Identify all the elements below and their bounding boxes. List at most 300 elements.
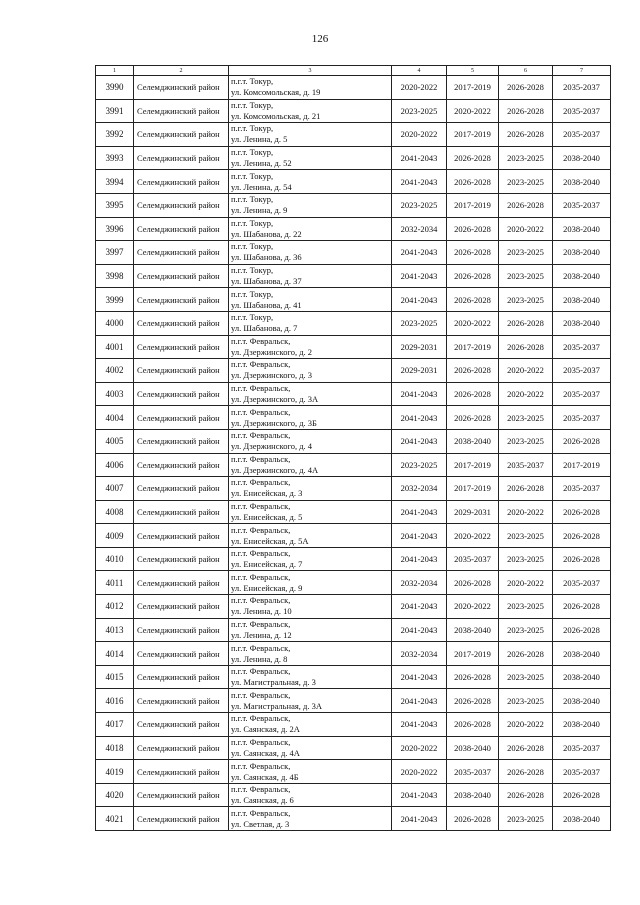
period-col-7: 2035-2037 [553, 123, 611, 147]
period-col-7: 2038-2040 [553, 713, 611, 737]
street-line: ул. Ленина, д. 12 [231, 629, 292, 640]
address-cell [229, 500, 392, 524]
address-cell [229, 453, 392, 477]
district-name: Селемджинский район [134, 359, 229, 383]
period-col-5: 2026-2028 [447, 146, 499, 170]
period-col-5: 2017-2019 [447, 335, 499, 359]
table-row [96, 524, 611, 548]
period-col-5: 2026-2028 [447, 406, 499, 430]
settlement-line: п.г.т. Токур, [231, 123, 274, 134]
period-col-4: 2041-2043 [392, 382, 447, 406]
address-cell [229, 595, 392, 619]
street-line: ул. Дзержинского, д. 3 [231, 370, 313, 381]
row-number: 4012 [96, 595, 134, 619]
period-col-4: 2029-2031 [392, 359, 447, 383]
period-col-4: 2032-2034 [392, 571, 447, 595]
street-line: ул. Енисейская, д. 5 [231, 511, 303, 522]
period-col-5: 2038-2040 [447, 618, 499, 642]
settlement-line: п.г.т. Токур, [231, 170, 274, 181]
street-line: ул. Саянская, д. 4Б [231, 771, 299, 782]
street-line: ул. Саянская, д. 4А [231, 747, 300, 758]
period-col-6: 2023-2025 [499, 406, 553, 430]
period-col-7: 2038-2040 [553, 311, 611, 335]
street-line: ул. Комсомольская, д. 19 [231, 87, 321, 98]
district-name: Селемджинский район [134, 193, 229, 217]
table-row [96, 618, 611, 642]
street-line: ул. Дзержинского, д. 4А [231, 464, 319, 475]
district-name: Селемджинский район [134, 429, 229, 453]
address-cell [229, 99, 392, 123]
table-row [96, 217, 611, 241]
header-cell: 1 [96, 66, 134, 76]
period-col-5: 2017-2019 [447, 76, 499, 100]
address-cell [229, 618, 392, 642]
period-col-4: 2032-2034 [392, 477, 447, 501]
district-name: Селемджинский район [134, 335, 229, 359]
table-row [96, 359, 611, 383]
period-col-6: 2023-2025 [499, 264, 553, 288]
table-row [96, 311, 611, 335]
period-col-7: 2026-2028 [553, 500, 611, 524]
settlement-line: п.г.т. Февральск, [231, 335, 291, 346]
row-number: 4017 [96, 713, 134, 737]
period-col-4: 2041-2043 [392, 807, 447, 831]
period-col-7: 2035-2037 [553, 406, 611, 430]
period-col-6: 2020-2022 [499, 500, 553, 524]
period-col-6: 2023-2025 [499, 595, 553, 619]
district-name: Селемджинский район [134, 571, 229, 595]
address-cell [229, 288, 392, 312]
address-cell [229, 217, 392, 241]
period-col-7: 2038-2040 [553, 146, 611, 170]
district-name: Селемджинский район [134, 736, 229, 760]
period-col-4: 2041-2043 [392, 170, 447, 194]
period-col-7: 2035-2037 [553, 335, 611, 359]
table-row [96, 335, 611, 359]
district-name: Селемджинский район [134, 689, 229, 713]
settlement-line: п.г.т. Февральск, [231, 359, 291, 370]
street-line: ул. Ленина, д. 54 [231, 181, 292, 192]
address-cell [229, 359, 392, 383]
period-col-7: 2026-2028 [553, 595, 611, 619]
period-col-5: 2017-2019 [447, 123, 499, 147]
street-line: ул. Дзержинского, д. 3А [231, 394, 319, 405]
period-col-7: 2035-2037 [553, 760, 611, 784]
table-row [96, 689, 611, 713]
settlement-line: п.г.т. Февральск, [231, 760, 291, 771]
period-col-7: 2038-2040 [553, 217, 611, 241]
table-row [96, 193, 611, 217]
row-number: 4001 [96, 335, 134, 359]
street-line: ул. Шабанова, д. 22 [231, 228, 302, 239]
table-row [96, 241, 611, 265]
table-row [96, 453, 611, 477]
district-name: Селемджинский район [134, 382, 229, 406]
header-cell: 5 [447, 66, 499, 76]
settlement-line: п.г.т. Февральск, [231, 666, 291, 677]
period-col-4: 2020-2022 [392, 736, 447, 760]
period-col-7: 2038-2040 [553, 689, 611, 713]
period-col-5: 2026-2028 [447, 689, 499, 713]
housing-schedule-table [95, 65, 611, 831]
period-col-7: 2026-2028 [553, 429, 611, 453]
settlement-line: п.г.т. Февральск, [231, 689, 291, 700]
period-col-6: 2026-2028 [499, 193, 553, 217]
header-cell: 2 [134, 66, 229, 76]
address-cell [229, 123, 392, 147]
address-cell [229, 429, 392, 453]
street-line: ул. Шабанова, д. 37 [231, 276, 302, 287]
period-col-4: 2041-2043 [392, 689, 447, 713]
row-number: 4018 [96, 736, 134, 760]
period-col-4: 2041-2043 [392, 713, 447, 737]
settlement-line: п.г.т. Февральск, [231, 642, 291, 653]
period-col-5: 2038-2040 [447, 783, 499, 807]
period-col-6: 2026-2028 [499, 76, 553, 100]
page-number: 126 [311, 33, 329, 45]
period-col-5: 2035-2037 [447, 547, 499, 571]
address-cell [229, 689, 392, 713]
address-cell [229, 665, 392, 689]
settlement-line: п.г.т. Февральск, [231, 618, 291, 629]
period-col-4: 2041-2043 [392, 783, 447, 807]
address-cell [229, 807, 392, 831]
period-col-5: 2026-2028 [447, 241, 499, 265]
row-number: 4015 [96, 665, 134, 689]
district-name: Селемджинский район [134, 311, 229, 335]
table-row [96, 477, 611, 501]
district-name: Селемджинский район [134, 170, 229, 194]
district-name: Селемджинский район [134, 477, 229, 501]
period-col-7: 2035-2037 [553, 382, 611, 406]
address-cell [229, 170, 392, 194]
settlement-line: п.г.т. Токур, [231, 241, 274, 252]
district-name: Селемджинский район [134, 618, 229, 642]
district-name: Селемджинский район [134, 241, 229, 265]
period-col-5: 2035-2037 [447, 760, 499, 784]
period-col-4: 2032-2034 [392, 642, 447, 666]
address-cell [229, 264, 392, 288]
settlement-line: п.г.т. Февральск, [231, 524, 291, 535]
address-cell [229, 335, 392, 359]
table-row [96, 382, 611, 406]
period-col-6: 2026-2028 [499, 123, 553, 147]
street-line: ул. Ленина, д. 9 [231, 205, 288, 216]
period-col-4: 2020-2022 [392, 76, 447, 100]
table-row [96, 547, 611, 571]
district-name: Селемджинский район [134, 760, 229, 784]
address-cell [229, 783, 392, 807]
street-line: ул. Ленина, д. 52 [231, 158, 292, 169]
period-col-5: 2020-2022 [447, 311, 499, 335]
period-col-6: 2026-2028 [499, 335, 553, 359]
table-row [96, 642, 611, 666]
district-name: Селемджинский район [134, 595, 229, 619]
period-col-7: 2038-2040 [553, 665, 611, 689]
district-name: Селемджинский район [134, 713, 229, 737]
row-number: 3992 [96, 123, 134, 147]
table-row [96, 429, 611, 453]
header-cell: 3 [229, 66, 392, 76]
district-name: Селемджинский район [134, 146, 229, 170]
district-name: Селемджинский район [134, 524, 229, 548]
period-col-6: 2026-2028 [499, 736, 553, 760]
table-row [96, 595, 611, 619]
settlement-line: п.г.т. Февральск, [231, 477, 291, 488]
period-col-6: 2020-2022 [499, 382, 553, 406]
row-number: 4009 [96, 524, 134, 548]
row-number: 4016 [96, 689, 134, 713]
street-line: ул. Енисейская, д. 7 [231, 559, 303, 570]
row-number: 4004 [96, 406, 134, 430]
period-col-6: 2023-2025 [499, 689, 553, 713]
period-col-7: 2038-2040 [553, 264, 611, 288]
period-col-5: 2026-2028 [447, 217, 499, 241]
period-col-4: 2041-2043 [392, 264, 447, 288]
period-col-4: 2023-2025 [392, 453, 447, 477]
period-col-6: 2023-2025 [499, 429, 553, 453]
settlement-line: п.г.т. Февральск, [231, 453, 291, 464]
period-col-5: 2017-2019 [447, 477, 499, 501]
period-col-7: 2017-2019 [553, 453, 611, 477]
period-col-5: 2026-2028 [447, 359, 499, 383]
address-cell [229, 382, 392, 406]
period-col-7: 2026-2028 [553, 618, 611, 642]
period-col-6: 2026-2028 [499, 760, 553, 784]
row-number: 3993 [96, 146, 134, 170]
period-col-7: 2038-2040 [553, 288, 611, 312]
period-col-6: 2023-2025 [499, 241, 553, 265]
address-cell [229, 736, 392, 760]
settlement-line: п.г.т. Февральск, [231, 383, 291, 394]
street-line: ул. Енисейская, д. 5А [231, 535, 309, 546]
street-line: ул. Енисейская, д. 3 [231, 488, 303, 499]
period-col-6: 2023-2025 [499, 665, 553, 689]
table-row [96, 760, 611, 784]
row-number: 3997 [96, 241, 134, 265]
table-row [96, 406, 611, 430]
district-name: Селемджинский район [134, 217, 229, 241]
period-col-5: 2029-2031 [447, 500, 499, 524]
table-row [96, 99, 611, 123]
period-col-6: 2023-2025 [499, 547, 553, 571]
row-number: 4008 [96, 500, 134, 524]
street-line: ул. Дзержинского, д. 4 [231, 441, 313, 452]
header-cell: 7 [553, 66, 611, 76]
period-col-4: 2020-2022 [392, 123, 447, 147]
period-col-4: 2041-2043 [392, 618, 447, 642]
period-col-4: 2020-2022 [392, 760, 447, 784]
settlement-line: п.г.т. Февральск, [231, 406, 291, 417]
period-col-6: 2035-2037 [499, 453, 553, 477]
period-col-5: 2017-2019 [447, 193, 499, 217]
period-col-5: 2026-2028 [447, 713, 499, 737]
column-number-header [96, 66, 611, 76]
street-line: ул. Шабанова, д. 41 [231, 299, 302, 310]
district-name: Селемджинский район [134, 288, 229, 312]
settlement-line: п.г.т. Февральск, [231, 500, 291, 511]
address-cell [229, 193, 392, 217]
district-name: Селемджинский район [134, 99, 229, 123]
row-number: 3991 [96, 99, 134, 123]
district-name: Селемджинский район [134, 264, 229, 288]
period-col-5: 2026-2028 [447, 264, 499, 288]
period-col-4: 2041-2043 [392, 547, 447, 571]
district-name: Селемджинский район [134, 642, 229, 666]
row-number: 4010 [96, 547, 134, 571]
period-col-6: 2020-2022 [499, 359, 553, 383]
settlement-line: п.г.т. Токур, [231, 99, 274, 110]
table-row [96, 500, 611, 524]
district-name: Селемджинский район [134, 500, 229, 524]
period-col-4: 2041-2043 [392, 241, 447, 265]
address-cell [229, 760, 392, 784]
district-name: Селемджинский район [134, 453, 229, 477]
period-col-7: 2026-2028 [553, 547, 611, 571]
district-name: Селемджинский район [134, 783, 229, 807]
settlement-line: п.г.т. Токур, [231, 217, 274, 228]
period-col-4: 2023-2025 [392, 311, 447, 335]
row-number: 3996 [96, 217, 134, 241]
district-name: Селемджинский район [134, 123, 229, 147]
period-col-6: 2023-2025 [499, 170, 553, 194]
period-col-5: 2020-2022 [447, 595, 499, 619]
street-line: ул. Светлая, д. 3 [231, 818, 290, 829]
period-col-7: 2038-2040 [553, 170, 611, 194]
address-cell [229, 571, 392, 595]
address-cell [229, 524, 392, 548]
period-col-4: 2041-2043 [392, 406, 447, 430]
period-col-4: 2023-2025 [392, 99, 447, 123]
district-name: Селемджинский район [134, 665, 229, 689]
period-col-6: 2026-2028 [499, 311, 553, 335]
street-line: ул. Ленина, д. 10 [231, 606, 292, 617]
address-cell [229, 76, 392, 100]
period-col-5: 2017-2019 [447, 453, 499, 477]
table-row [96, 736, 611, 760]
period-col-6: 2020-2022 [499, 713, 553, 737]
settlement-line: п.г.т. Февральск, [231, 713, 291, 724]
address-cell [229, 146, 392, 170]
row-number: 3995 [96, 193, 134, 217]
settlement-line: п.г.т. Токур, [231, 194, 274, 205]
row-number: 4007 [96, 477, 134, 501]
period-col-6: 2023-2025 [499, 618, 553, 642]
period-col-7: 2035-2037 [553, 193, 611, 217]
street-line: ул. Магистральная, д. 3А [231, 700, 322, 711]
period-col-6: 2020-2022 [499, 571, 553, 595]
period-col-5: 2026-2028 [447, 665, 499, 689]
table-row [96, 76, 611, 100]
settlement-line: п.г.т. Токур, [231, 147, 274, 158]
street-line: ул. Магистральная, д. 3 [231, 677, 316, 688]
address-cell [229, 311, 392, 335]
table-row [96, 170, 611, 194]
period-col-7: 2038-2040 [553, 807, 611, 831]
street-line: ул. Комсомольская, д. 21 [231, 110, 321, 121]
address-cell [229, 477, 392, 501]
period-col-4: 2041-2043 [392, 595, 447, 619]
district-name: Селемджинский район [134, 406, 229, 430]
street-line: ул. Ленина, д. 8 [231, 653, 288, 664]
period-col-4: 2041-2043 [392, 524, 447, 548]
period-col-6: 2026-2028 [499, 99, 553, 123]
table-row [96, 807, 611, 831]
period-col-6: 2023-2025 [499, 807, 553, 831]
settlement-line: п.г.т. Февральск, [231, 736, 291, 747]
street-line: ул. Дзержинского, д. 3Б [231, 417, 317, 428]
table-row [96, 146, 611, 170]
row-number: 4020 [96, 783, 134, 807]
period-col-5: 2026-2028 [447, 571, 499, 595]
table-row [96, 783, 611, 807]
period-col-5: 2038-2040 [447, 736, 499, 760]
period-col-5: 2017-2019 [447, 642, 499, 666]
header-cell: 4 [392, 66, 447, 76]
district-name: Селемджинский район [134, 547, 229, 571]
period-col-7: 2038-2040 [553, 241, 611, 265]
settlement-line: п.г.т. Февральск, [231, 548, 291, 559]
table-row [96, 713, 611, 737]
table-row [96, 665, 611, 689]
period-col-6: 2026-2028 [499, 477, 553, 501]
period-col-7: 2035-2037 [553, 477, 611, 501]
district-name: Селемджинский район [134, 807, 229, 831]
address-cell [229, 642, 392, 666]
row-number: 4019 [96, 760, 134, 784]
period-col-7: 2035-2037 [553, 736, 611, 760]
period-col-5: 2026-2028 [447, 288, 499, 312]
period-col-7: 2026-2028 [553, 783, 611, 807]
period-col-5: 2026-2028 [447, 170, 499, 194]
settlement-line: п.г.т. Токур, [231, 288, 274, 299]
street-line: ул. Ленина, д. 5 [231, 134, 288, 145]
address-cell [229, 406, 392, 430]
period-col-4: 2041-2043 [392, 500, 447, 524]
settlement-line: п.г.т. Токур, [231, 312, 274, 323]
period-col-5: 2020-2022 [447, 99, 499, 123]
period-col-5: 2038-2040 [447, 429, 499, 453]
street-line: ул. Енисейская, д. 9 [231, 582, 303, 593]
period-col-7: 2035-2037 [553, 76, 611, 100]
period-col-4: 2041-2043 [392, 665, 447, 689]
row-number: 3999 [96, 288, 134, 312]
settlement-line: п.г.т. Токур, [231, 76, 274, 87]
table-row [96, 264, 611, 288]
header-cell: 6 [499, 66, 553, 76]
street-line: ул. Шабанова, д. 7 [231, 323, 298, 334]
period-col-6: 2023-2025 [499, 288, 553, 312]
period-col-7: 2026-2028 [553, 524, 611, 548]
settlement-line: п.г.т. Токур, [231, 265, 274, 276]
period-col-5: 2026-2028 [447, 382, 499, 406]
period-col-7: 2035-2037 [553, 571, 611, 595]
period-col-7: 2035-2037 [553, 99, 611, 123]
period-col-6: 2023-2025 [499, 146, 553, 170]
address-cell [229, 713, 392, 737]
period-col-7: 2035-2037 [553, 359, 611, 383]
row-number: 4021 [96, 807, 134, 831]
period-col-4: 2023-2025 [392, 193, 447, 217]
row-number: 4002 [96, 359, 134, 383]
row-number: 4000 [96, 311, 134, 335]
period-col-4: 2029-2031 [392, 335, 447, 359]
period-col-7: 2038-2040 [553, 642, 611, 666]
district-name: Селемджинский район [134, 76, 229, 100]
street-line: ул. Дзержинского, д. 2 [231, 346, 313, 357]
period-col-4: 2041-2043 [392, 288, 447, 312]
settlement-line: п.г.т. Февральск, [231, 807, 291, 818]
